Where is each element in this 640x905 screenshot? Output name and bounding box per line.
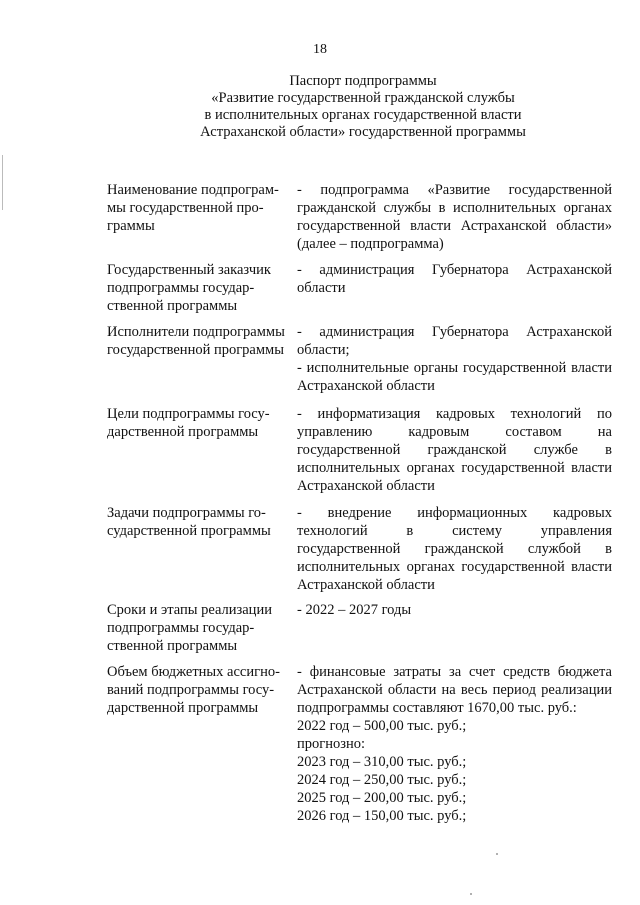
title-line: Паспорт подпрограммы [289,73,437,89]
row-label: Сроки и этапы реализации подпрограммы государ- ственной программы [107,602,272,654]
row-value: - администрация Губернатора Астраханской области [297,262,612,296]
row-value: - администрация Губернатора Астраханской области; - исполнительные органы государственной власти Астраханской области [297,324,612,394]
row-label: Исполнители подпрограммы государственной программы [107,324,285,358]
scan-speck [470,893,472,895]
row-value: - информатизация кадровых технологий по управлению кадровым составом на государственной гражданской службе в исполнительных органах государственной власти Астраханской области [297,406,612,494]
scan-speck [496,853,498,855]
row-label: Цели подпрограммы госу- дарственной программы [107,406,270,440]
row-value: - 2022 – 2027 годы [297,602,412,618]
row-label: Государственный заказчик подпрограммы государ- ственной программы [107,262,271,314]
row-label: Наименование подпрограм- мы государственной про- граммы [107,182,279,234]
title-line: Астраханской области» государственной программы [200,124,526,140]
title-line: в исполнительных органах государственной власти [204,107,522,123]
passport-row-tasks [107,504,612,594]
passport-row-customer [107,261,612,315]
title-line: «Развитие государственной гражданской службы [211,90,515,106]
passport-row-budget [107,663,612,825]
passport-row-name [107,181,612,253]
row-value: - подпрограмма «Развитие государственной гражданской службы в исполнительных органах государственной власти Астраханской области» (далее – подпрограмма) [297,182,612,252]
row-value: - финансовые затраты за счет средств бюджета Астраханской области на весь период реализации подпрограммы составляют 1670,00 тыс. руб.: 2022 год – 500,00 тыс. руб.; прогнозно: 2023 год – 310,00 тыс. руб.; 2024 год – 250,00 тыс. руб.; 2025 год – 200,00 тыс. руб.; 2026 год – 150,00 тыс. руб.; [297,664,612,824]
row-label: Задачи подпрограммы го- сударственной программы [107,505,271,539]
passport-row-goals [107,405,612,495]
passport-row-terms [107,601,612,655]
document-title [0,73,640,141]
row-label: Объем бюджетных ассигно- ваний подпрограммы госу- дарственной программы [107,664,280,716]
page-number: 18 [313,42,327,57]
passport-row-executors [107,323,612,395]
scan-margin-mark [2,155,3,210]
row-value: - внедрение информационных кадровых технологий в систему управления государственной гражданской службой в исполнительных органах государственной власти Астраханской области [297,505,612,593]
